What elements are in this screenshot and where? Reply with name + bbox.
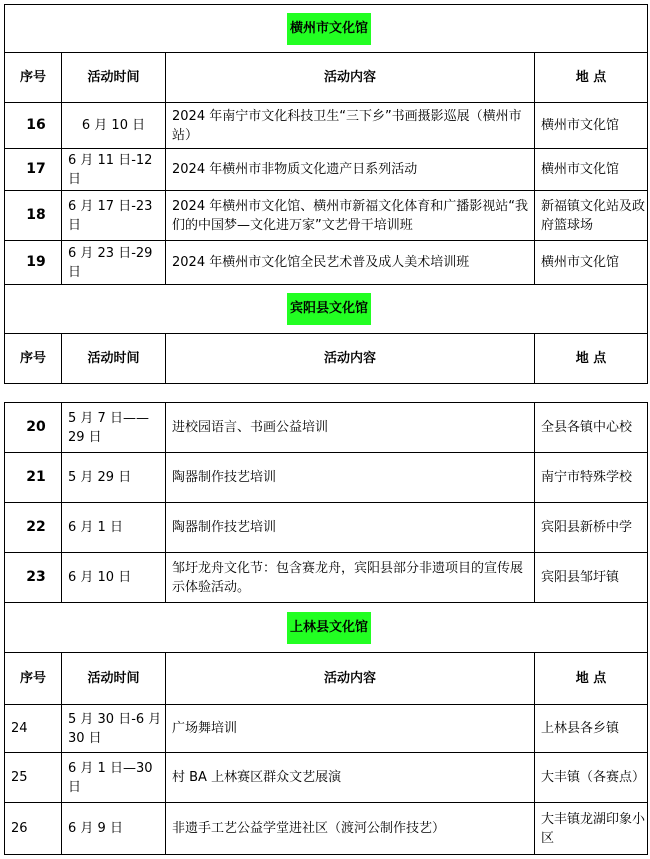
section-title: 上林县文化馆 [287, 612, 371, 644]
row-no: 24 [5, 705, 62, 753]
row-no: 17 [5, 149, 62, 191]
row-content: 2024 年横州市非物质文化遗产日系列活动 [166, 149, 535, 191]
row-place: 横州市文化馆 [535, 241, 648, 285]
row-place: 宾阳县新桥中学 [535, 503, 648, 553]
row-content: 2024 年横州市文化馆全民艺术普及成人美术培训班 [166, 241, 535, 285]
header-content: 活动内容 [166, 653, 535, 705]
row-place: 南宁市特殊学校 [535, 453, 648, 503]
header-place: 地 点 [535, 334, 648, 384]
row-no: 22 [5, 503, 62, 553]
row-content: 村 BA 上林赛区群众文艺展演 [166, 753, 535, 803]
section-title-cell [5, 5, 648, 53]
row-time: 6 月 9 日 [62, 803, 166, 855]
row-time: 5 月 7 日——29 日 [62, 403, 166, 453]
table-row [5, 149, 648, 191]
table-hengzhou [4, 4, 648, 384]
table-row [5, 503, 648, 553]
header-content: 活动内容 [166, 334, 535, 384]
row-no: 16 [5, 103, 62, 149]
row-content: 陶器制作技艺培训 [166, 503, 535, 553]
header-place: 地 点 [535, 653, 648, 705]
row-place: 横州市文化馆 [535, 149, 648, 191]
row-time: 6 月 1 日 [62, 503, 166, 553]
header-no: 序号 [5, 53, 62, 103]
row-content: 2024 年横州市文化馆、横州市新福文化体育和广播影视站“我们的中国梦—文化进万家”文艺骨干培训班 [166, 191, 535, 241]
table-row [5, 241, 648, 285]
row-time: 6 月 11 日-12 日 [62, 149, 166, 191]
table-row [5, 403, 648, 453]
row-no: 20 [5, 403, 62, 453]
section-title: 横州市文化馆 [287, 13, 371, 45]
row-place: 宾阳县邹圩镇 [535, 553, 648, 603]
row-place: 新福镇文化站及政府篮球场 [535, 191, 648, 241]
row-time: 6 月 23 日-29 日 [62, 241, 166, 285]
table-row [5, 753, 648, 803]
header-place: 地 点 [535, 53, 648, 103]
row-time: 5 月 29 日 [62, 453, 166, 503]
row-no: 18 [5, 191, 62, 241]
header-content: 活动内容 [166, 53, 535, 103]
row-place: 横州市文化馆 [535, 103, 648, 149]
row-time: 6 月 1 日—30 日 [62, 753, 166, 803]
table-header-row [5, 334, 648, 384]
row-no: 23 [5, 553, 62, 603]
header-time: 活动时间 [62, 334, 166, 384]
section-title-cell [5, 603, 648, 653]
table-row [5, 705, 648, 753]
header-time: 活动时间 [62, 653, 166, 705]
table-header-row [5, 53, 648, 103]
row-content: 邹圩龙舟文化节：包含赛龙舟，宾阳县部分非遗项目的宣传展示体验活动。 [166, 553, 535, 603]
header-no: 序号 [5, 653, 62, 705]
section-title-cell [5, 285, 648, 334]
table-row [5, 803, 648, 855]
row-time: 6 月 10 日 [62, 103, 166, 149]
table-row [5, 553, 648, 603]
row-no: 25 [5, 753, 62, 803]
row-place: 大丰镇龙湖印象小区 [535, 803, 648, 855]
row-content: 进校园语言、书画公益培训 [166, 403, 535, 453]
row-content: 非遗手工艺公益学堂进社区（渡河公制作技艺） [166, 803, 535, 855]
table-header-row [5, 653, 648, 705]
row-no: 21 [5, 453, 62, 503]
table-row [5, 103, 648, 149]
row-time: 6 月 17 日-23 日 [62, 191, 166, 241]
row-place: 全县各镇中心校 [535, 403, 648, 453]
row-content: 陶器制作技艺培训 [166, 453, 535, 503]
row-content: 2024 年南宁市文化科技卫生“三下乡”书画摄影巡展（横州市站） [166, 103, 535, 149]
section-title: 宾阳县文化馆 [287, 293, 371, 325]
row-place: 大丰镇（各赛点） [535, 753, 648, 803]
row-time: 5 月 30 日-6 月 30 日 [62, 705, 166, 753]
table-row [5, 453, 648, 503]
header-no: 序号 [5, 334, 62, 384]
row-content: 广场舞培训 [166, 705, 535, 753]
table-row [5, 191, 648, 241]
row-time: 6 月 10 日 [62, 553, 166, 603]
header-time: 活动时间 [62, 53, 166, 103]
row-place: 上林县各乡镇 [535, 705, 648, 753]
row-no: 19 [5, 241, 62, 285]
table-binyang-shanglin [4, 402, 648, 855]
row-no: 26 [5, 803, 62, 855]
